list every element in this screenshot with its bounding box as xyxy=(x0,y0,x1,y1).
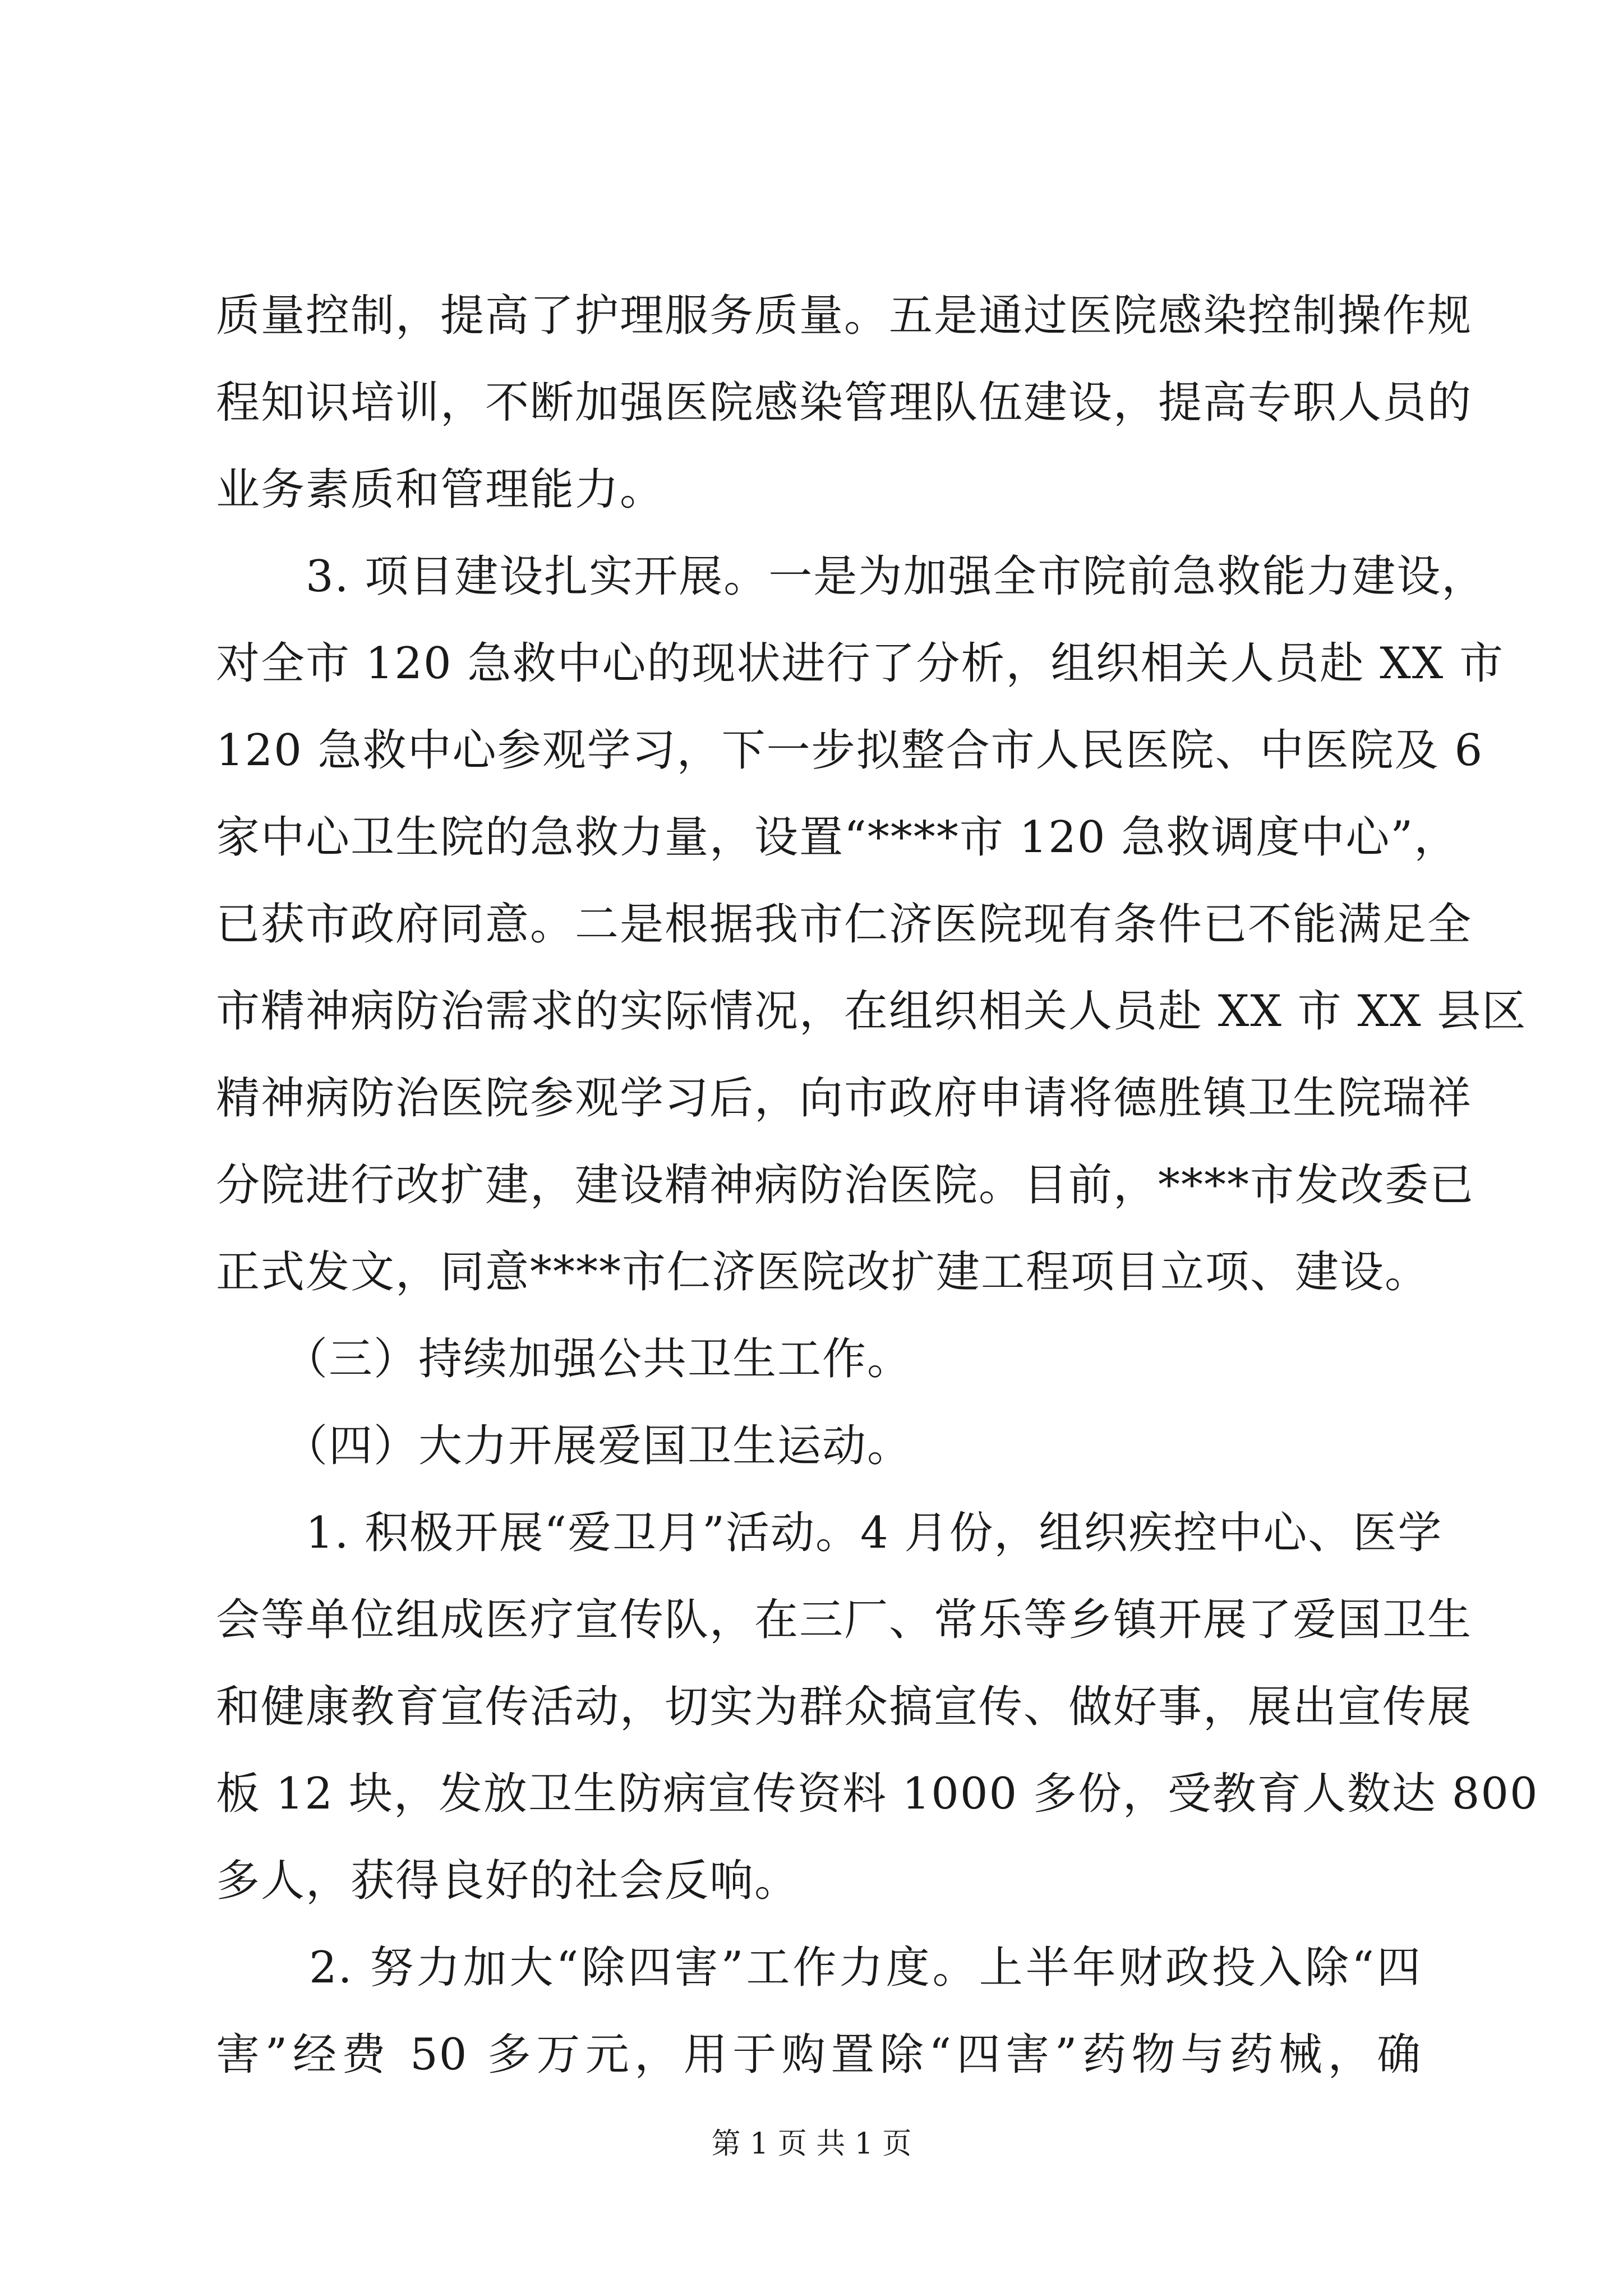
text-line: 多人，获得良好的社会反响。 xyxy=(216,1856,800,1906)
text-line: 2. 努力加大“除四害”工作力度。上半年财政投入除“四 xyxy=(216,1943,1422,1993)
text-line: 1. 积极开展“爱卫月”活动。4 月份，组织疾控中心、医学 xyxy=(216,1508,1443,1558)
text-line: 板 12 块，发放卫生防病宣传资料 1000 多份，受教育人数达 800 xyxy=(216,1769,1539,1819)
text-line: 对全市 120 急救中心的现状进行了分析，组织相关人员赴 XX 市 xyxy=(216,638,1505,689)
document-body xyxy=(216,291,1539,2118)
text-line: 正式发文，同意****市仁济医院改扩建工程项目立项、建设。 xyxy=(216,1247,1430,1297)
text-line: 已获市政府同意。二是根据我市仁济医院现有条件已不能满足全 xyxy=(216,899,1473,950)
text-line: 会等单位组成医疗宣传队，在三厂、常乐等乡镇开展了爱国卫生 xyxy=(216,1595,1473,1645)
text-line: 精神病防治医院参观学习后，向市政府申请将德胜镇卫生院瑞祥 xyxy=(216,1073,1473,1124)
text-line: 分院进行改扩建，建设精神病防治医院。目前，****市发改委已 xyxy=(216,1160,1475,1211)
text-line: 程知识培训，不断加强医院感染管理队伍建设，提高专职人员的 xyxy=(216,378,1473,428)
text-line: 家中心卫生院的急救力量，设置“****市 120 急救调度中心”， xyxy=(216,812,1459,863)
text-line: 120 急救中心参观学习，下一步拟整合市人民医院、中医院及 6 xyxy=(216,725,1484,776)
text-line: 害”经费 50 多万元，用于购置除“四害”药物与药械，确 xyxy=(216,2030,1422,2080)
text-line: 3. 项目建设扎实开展。一是为加强全市院前急救能力建设， xyxy=(216,551,1487,602)
text-line: 业务素质和管理能力。 xyxy=(216,464,665,515)
section-heading: （三）持续加强公共卫生工作。 xyxy=(216,1334,912,1384)
section-heading: （四）大力开展爱国卫生运动。 xyxy=(216,1421,912,1471)
text-line: 市精神病防治需求的实际情况，在组织相关人员赴 XX 市 XX 县区 xyxy=(216,986,1527,1037)
text-line: 质量控制，提高了护理服务质量。五是通过医院感染控制操作规 xyxy=(216,291,1473,341)
text-line: 和健康教育宣传活动，切实为群众搞宣传、做好事，展出宣传展 xyxy=(216,1682,1473,1732)
page-number-footer: 第 1 页 共 1 页 xyxy=(711,2127,912,2161)
